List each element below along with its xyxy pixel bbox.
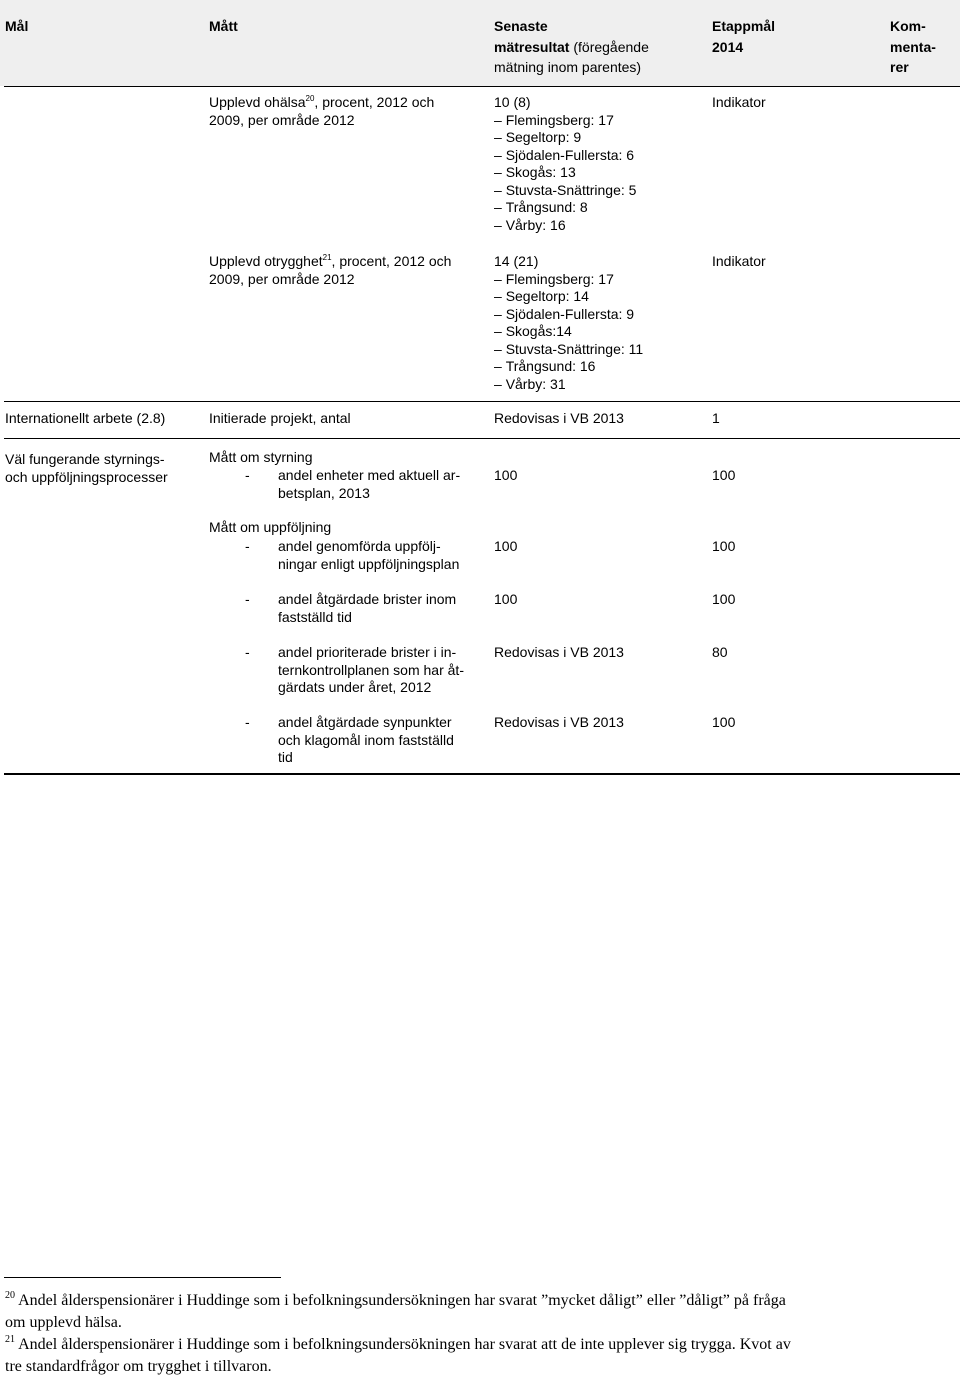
list-item (278, 538, 459, 573)
list-item-line: andel enheter med aktuell ar- (278, 467, 461, 483)
item-senaste: Redovisas i VB 2013 (494, 714, 624, 730)
table-bottom-rule (4, 773, 960, 775)
list-item-line: och klagomål inom fastställd (278, 731, 454, 748)
row1-area: – Flemingsberg: 17 (494, 112, 636, 130)
header-senaste-l2a: mätresultat (494, 38, 570, 55)
header-senaste (494, 18, 649, 77)
row1-total: 10 (8) (494, 94, 531, 110)
header-senaste-l2b: (föregående (573, 38, 649, 55)
list-item-line: betsplan, 2013 (278, 484, 370, 501)
row4-mal-l2: och uppföljningsprocesser (5, 468, 168, 485)
row3-senaste: Redovisas i VB 2013 (494, 410, 624, 426)
item-senaste: 100 (494, 538, 518, 554)
uppfoljning-heading: Mått om uppföljning (209, 519, 332, 535)
list-item (278, 644, 464, 697)
item-senaste: 100 (494, 467, 518, 483)
row2-area: – Stuvsta-Snättringe: 11 (494, 341, 643, 359)
row2-matt (209, 253, 451, 288)
list-item-line: andel prioriterade brister i in- (278, 644, 457, 660)
footnote-21-l1 (5, 1334, 791, 1356)
footnote-text: Andel ålderspensionärer i Huddinge som i befolkningsundersökningen har svarat att de inte upplever sig trygga. Kvot av (18, 1336, 791, 1353)
row2-matt-l2: 2009, per område 2012 (209, 270, 355, 287)
row3-matt: Initierade projekt, antal (209, 410, 351, 426)
row2-matt-l1 (209, 253, 451, 271)
row2-matt-a: Upplevd otrygghet (209, 253, 323, 269)
table-header (0, 0, 960, 86)
footnote-text: Andel ålderspensionärer i Huddinge som i befolkningsundersökningen har svarat ”mycket dåligt” eller ”dåligt” på fråga (18, 1292, 786, 1309)
row1-matt (209, 94, 434, 129)
header-etappmal-l1: Etappmål (712, 18, 776, 34)
footnote-text: om upplevd hälsa. (5, 1314, 122, 1331)
row2-matt-b: , procent, 2012 och (331, 253, 452, 269)
item-etappmal: 100 (712, 714, 736, 730)
row2-total: 14 (21) (494, 253, 539, 269)
list-bullet: - (245, 714, 250, 730)
header-etappmal-l2: 2014 (712, 38, 744, 55)
footnote-20 (5, 1290, 786, 1334)
row2-area: – Segeltorp: 14 (494, 288, 643, 306)
header-kom-l1: Kom- (890, 18, 926, 34)
list-item (278, 467, 460, 502)
footnote-21 (5, 1334, 791, 1378)
row1-area: – Skogås: 13 (494, 164, 636, 182)
header-etappmal (712, 18, 775, 56)
row-rule (4, 438, 960, 439)
footnote-ref-21: 21 (322, 253, 332, 262)
footnote-number: 21 (5, 1334, 15, 1345)
styrning-heading: Mått om styrning (209, 449, 313, 465)
list-item-line: andel åtgärdade synpunkter (278, 714, 452, 730)
item-etappmal: 100 (712, 538, 736, 554)
list-item-line: gärdats under året, 2012 (278, 679, 432, 695)
row1-matt-b: , procent, 2012 och (314, 94, 435, 110)
row2-area: – Sjödalen-Fullersta: 9 (494, 306, 643, 324)
item-senaste: Redovisas i VB 2013 (494, 644, 624, 660)
item-senaste: 100 (494, 591, 518, 607)
list-bullet: - (245, 644, 250, 660)
row2-etappmal: Indikator (712, 253, 766, 269)
row3-mal: Internationellt arbete (2.8) (5, 410, 166, 426)
header-kom-l2: menta- (890, 38, 936, 55)
item-etappmal: 80 (712, 644, 728, 660)
item-etappmal: 100 (712, 591, 736, 607)
header-kom-l3: rer (890, 59, 909, 75)
footnote-20-l1 (5, 1290, 786, 1312)
row1-area: – Segeltorp: 9 (494, 129, 636, 147)
row1-area: – Stuvsta-Snättringe: 5 (494, 182, 636, 200)
row3-etappmal: 1 (712, 410, 720, 426)
footnote-text: tre standardfrågor om trygghet i tillvaron. (5, 1358, 272, 1375)
row4-mal (5, 451, 168, 486)
list-item-line: andel åtgärdade brister inom (278, 591, 457, 607)
list-item (278, 591, 456, 626)
header-senaste-l2 (494, 39, 649, 57)
row1-matt-l1 (209, 94, 434, 112)
list-bullet: - (245, 591, 250, 607)
row1-senaste (494, 94, 636, 234)
list-item-line: fastställd tid (278, 608, 352, 625)
header-kommentarer (890, 18, 936, 77)
row1-etappmal: Indikator (712, 94, 766, 110)
footnote-separator (4, 1277, 281, 1278)
row1-area: – Vårby: 16 (494, 217, 636, 235)
list-bullet: - (245, 538, 250, 554)
row2-area: – Skogås:14 (494, 323, 643, 341)
row2-senaste (494, 253, 643, 393)
list-item-line: ternkontrollplanen som har åt- (278, 661, 464, 678)
list-item (278, 714, 454, 767)
row2-area: – Flemingsberg: 17 (494, 271, 643, 289)
row1-area: – Sjödalen-Fullersta: 6 (494, 147, 636, 165)
list-item-line: tid (278, 749, 293, 765)
header-matt: Mått (209, 18, 238, 34)
row2-area: – Trångsund: 16 (494, 358, 643, 376)
item-etappmal: 100 (712, 467, 736, 483)
list-item-line: ningar enligt uppföljningsplan (278, 555, 460, 572)
list-bullet: - (245, 467, 250, 483)
row4-mal-l1: Väl fungerande styrnings- (5, 451, 165, 467)
row1-area: – Trångsund: 8 (494, 199, 636, 217)
header-senaste-l3: mätning inom parentes) (494, 59, 642, 75)
row-rule (4, 401, 960, 402)
footnote-ref-20: 20 (305, 94, 315, 103)
row2-area: – Vårby: 31 (494, 376, 643, 394)
header-rule (4, 86, 960, 87)
row1-matt-l2: 2009, per område 2012 (209, 111, 355, 128)
row1-matt-a: Upplevd ohälsa (209, 94, 306, 110)
footnote-number: 20 (5, 1290, 15, 1301)
header-mal: Mål (5, 18, 29, 34)
list-item-line: andel genomförda uppfölj- (278, 538, 441, 554)
header-senaste-l1: Senaste (494, 18, 548, 34)
